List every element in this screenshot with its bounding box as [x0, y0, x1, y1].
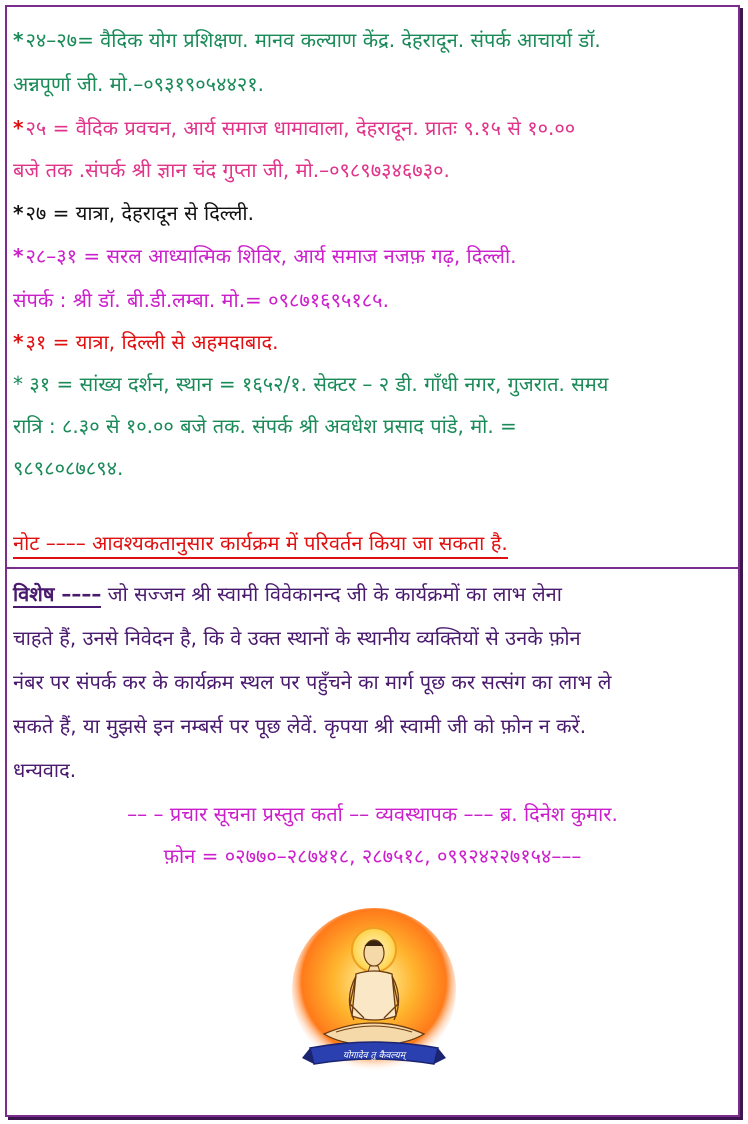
vishesh-label: विशेष ––––: [13, 582, 102, 606]
vishesh-line-2: चाहते हैं, उनसे निवेदन है, कि वे उक्त स्थानों के स्थानीय व्यक्तियों से उनके फ़ोन: [13, 626, 581, 650]
vishesh-line-1: विशेष –––– जो सज्जन श्री स्वामी विवेकानन्द जी के कार्यक्रमों का लाभ लेना: [13, 582, 562, 606]
note-text: नोट –––– आवश्यकतानुसार कार्यक्रम में परिवर्तन किया जा सकता है.: [13, 530, 508, 559]
event-1-line-2: अन्नपूर्णा जी. मो.–०९३१९०५४४२१.: [13, 72, 265, 96]
event-1-line-1: * २४–२७= वैदिक योग प्रशिक्षण. मानव कल्याण केंद्र. देहरादून. संपर्क आचार्या डॉ.: [13, 28, 601, 52]
vishesh-line-5: धन्यवाद.: [13, 758, 77, 782]
vishesh-line-3: नंबर पर संपर्क कर के कार्यक्रम स्थल पर पहुँचने का मार्ग पूछ कर सत्संग का लाभ ले: [13, 670, 612, 694]
event-2-line-2: बजे तक .संपर्क श्री ज्ञान चंद गुप्ता जी, मो.–०९८९७३४६७३०.: [13, 158, 450, 182]
event-6-line-2: रात्रि : ८.३० से १०.०० बजे तक. संपर्क श्री अवधेश प्रसाद पांडे, मो. =: [13, 414, 517, 438]
event-5-line-1: * ३१ = यात्रा, दिल्ली से अहमदाबाद.: [13, 330, 279, 354]
event-list: [7, 7, 738, 565]
event-6-line-3: ९८९८०८७८९४.: [13, 456, 124, 480]
event-2-line-1: * २५ = वैदिक प्रवचन, आर्य समाज धामावाला, देहरादून. प्रातः ९.१५ से १०.००: [13, 116, 576, 140]
footer-line-1: –– – प्रचार सूचना प्रस्तुत कर्ता –– व्यवस्थापक ––– ब्र. दिनेश कुमार.: [127, 802, 618, 826]
logo-caption: योगादेव तु कैवल्यम्: [342, 1051, 406, 1061]
event-6-line-1: * ३१ = सांख्य दर्शन, स्थान = १६५२/१. सेक्टर – २ डी. गाँधी नगर, गुजरात. समय: [13, 372, 609, 396]
footer-line-2: फ़ोन = ०२७७०–२८७४१८, २८७५१८, ०९९२४२२७१५४–––: [163, 844, 582, 868]
event-4-line-1: * २८–३१ = सरल आध्यात्मिक शिविर, आर्य समाज नजफ़ गढ़, दिल्ली.: [13, 244, 517, 268]
yoga-logo: [284, 908, 464, 1082]
meditating-figure-icon: [284, 908, 464, 1078]
vishesh-line-4: सकते हैं, या मुझसे इन नम्बर्स पर पूछ लेवें. कृपया श्री स्वामी जी को फ़ोन न करें.: [13, 714, 587, 738]
event-4-line-2: संपर्क : श्री डॉ. बी.डी.लम्बा. मो.= ०९८७१६९५१८५.: [13, 288, 389, 312]
event-3-line-1: * २७ = यात्रा, देहरादून से दिल्ली.: [13, 201, 254, 225]
